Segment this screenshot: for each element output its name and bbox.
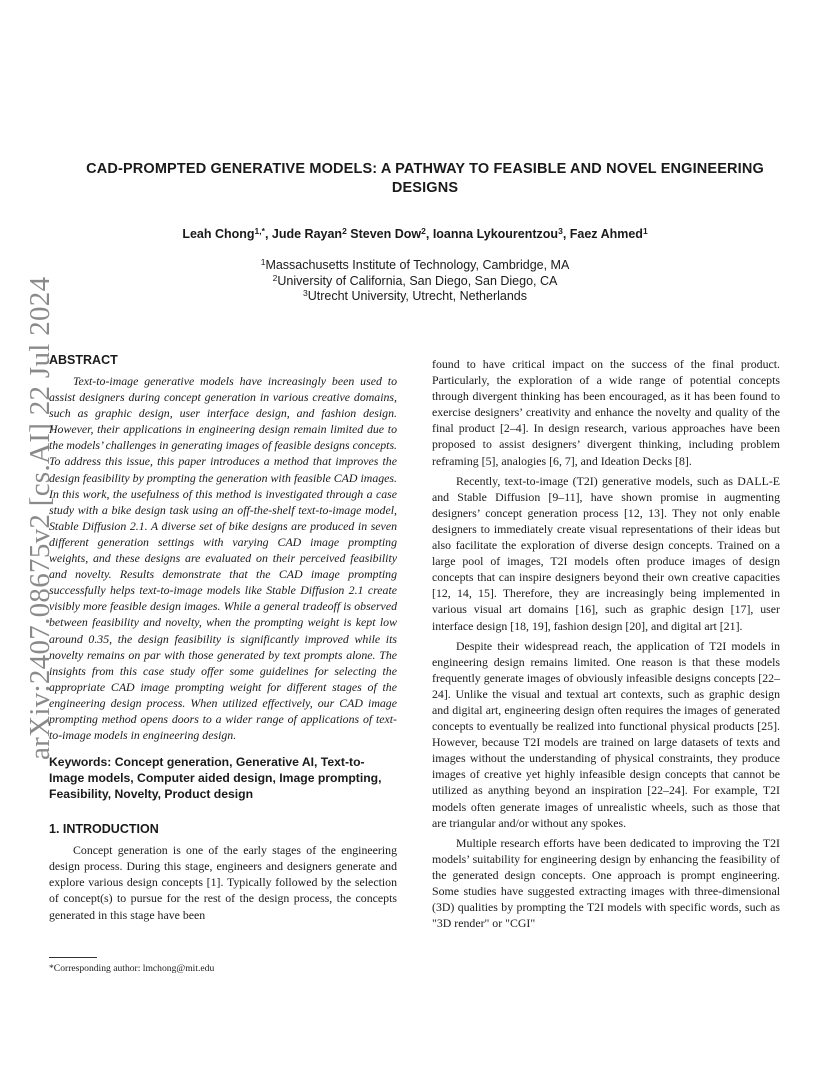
right-column	[432, 356, 780, 931]
abstract-body: Text-to-image generative models have increasingly been used to assist designers during concept generation in various creative domains, such as graphic design, user interface design, and fashion design. However, their applications in engineering design remain limited due to the models’ challenges in generating images of feasible designs concepts. To address this issue, this paper introduces a method that improves the design feasibility by prompting the generation with feasible CAD images. In this work, the usefulness of this method is investigated through a case study with a bike design task using an off-the-shelf text-to-image model, Stable Diffusion 2.1. A diverse set of bike designs are produced in seven different generation settings with varying CAD image prompting weights, and these designs are evaluated on their perceived feasibility and novelty. Results demonstrate that the CAD image prompting successfully helps text-to-image models like Stable Diffusion 2.1 create visibly more feasible design images. While a general tradeoff is observed between feasibility and novelty, when the prompting weight is kept low around 0.35, the design feasibility is significantly improved while its novelty remains on par with those generated by text prompts alone. The insights from this case study offer some guidelines for selecting the appropriate CAD image prompting weight for different stages of the engineering design process. When utilized effectively, our CAD image prompting method opens doors to a wider range of applications of text-to-image models in engineering design.	[49, 374, 398, 743]
body-paragraph: Recently, text-to-image (T2I) generative models, such as DALL-E and Stable Diffusion [9–11], have shown promise in augmenting designers’ concept generation process [12, 13]. They not only enable designers to immediately create visual representations of their ideas but also facilitate the exploration of diverse design concepts. Trained on a large pool of images, T2I models often produce images of design concepts that can inspire designers beyond their own creative capacities [12, 14, 15]. Therefore, they are increasingly being implemented in various visual art domains [16], such as graphic design [17], user interface design [18, 19], fashion design [20], and digital art [21].	[432, 473, 780, 633]
author: Ioanna Lykourentzou$^3$,	[432, 226, 570, 241]
paper-title	[70, 160, 780, 198]
footnote-rule	[49, 957, 97, 958]
intro-paragraph: Concept generation is one of the early stages of the engineering design process. During this stage, engineers and designers generate and explore various design concepts [1]. Typically followed by the selection of concept(s) to pursue for the rest of the design process, the concepts generated in this stage have been	[49, 843, 397, 922]
author: Steven Dow$^2$,	[350, 226, 433, 241]
body-paragraph: found to have critical impact on the success of the final product. Particularly, the exploration of a wide range of potential concepts through divergent thinking has been encouraged, as it has been found to exercise designers’ creativity and enhance the novelty and quality of the final product [2–4]. In design research, various approaches have been proposed to assist designers’ divergent thinking, including problem reframing [5], analogies [6, 7], and Ideation Decks [8].	[432, 357, 780, 468]
affiliation-list	[60, 258, 770, 305]
footnote: *Corresponding author: lmchong@mit.edu	[49, 963, 215, 974]
keywords: Keywords: Concept generation, Generative AI, Text-to-Image models, Computer aided design, Image prompting, Feasibility, Novelty, Product design	[49, 755, 382, 802]
affiliation: $^2$University of California, San Diego, San Diego, CA	[272, 272, 558, 288]
left-column	[49, 352, 397, 923]
abstract-heading: ABSTRACT	[49, 353, 118, 367]
title-line-2: DESIGNS	[391, 180, 459, 196]
author-list	[60, 226, 770, 242]
body-paragraph: Multiple research efforts have been dedicated to improving the T2I models’ suitability for engineering design by enhancing the feasibility of the generated design concepts. One approach is prompt engineering. Some studies have suggested extracting images with three-dimensional (3D) qualities by prompting the T2I models with specific words, such as "3D render" or "CGI"	[432, 835, 780, 931]
affiliation: $^1$Massachusetts Institute of Technology, Cambridge, MA	[260, 257, 570, 272]
author: Faez Ahmed$^1$	[569, 226, 648, 241]
body-paragraph: Despite their widespread reach, the application of T2I models in engineering design remains limited. One reason is that these models frequently generate images of obviously infeasible designs concepts [22–24]. Unlike the visual and textual art contexts, such as graphic design and digital art, engineering design often requires the images of generated concepts to eventually be realized into functional physical products [25]. However, because T2I models are trained on large datasets of texts and images without the understanding of physical constraints, they produce images of creative yet highly infeasible design concepts that cannot be utilized as anything beyond an inspiration [22–24]. For example, T2I models often generate images of unrealistic wheels, such as those that are triangular and/or without any spokes.	[432, 638, 780, 830]
arxiv-identifier: arXiv:2407.08675v2 [cs.AI] 22 Jul 2024	[24, 276, 56, 760]
affiliation: $^3$Utrecht University, Utrecht, Netherlands	[302, 288, 528, 303]
author: Leah Chong$^{1,*}$,	[182, 226, 272, 241]
title-line-1: CAD-PROMPTED GENERATIVE MODELS: A PATHWAY TO FEASIBLE AND NOVEL ENGINEERING	[86, 161, 764, 177]
introduction-heading: 1. INTRODUCTION	[49, 822, 159, 837]
author: Jude Rayan$^2$	[271, 226, 347, 241]
